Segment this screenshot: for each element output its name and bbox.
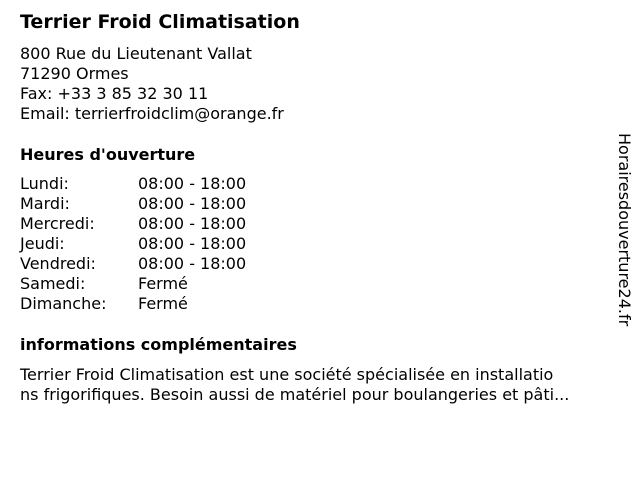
time-value: 08:00 - 18:00 [138, 194, 247, 213]
day-label: Vendredi: [20, 254, 96, 273]
additional-info-heading: informations complémentaires [20, 335, 297, 354]
day-label: Mardi: [20, 194, 70, 213]
description-line: ns frigorifiques. Besoin aussi de matériel pour boulangeries et pâti... [20, 385, 570, 404]
day-label: Samedi: [20, 274, 86, 293]
time-value: Fermé [138, 274, 188, 293]
email-address: Email: terrierfroidclim@orange.fr [20, 104, 284, 123]
description-line: Terrier Froid Climatisation est une société spécialisée en installatio [20, 365, 554, 384]
business-description [20, 365, 569, 405]
time-value: 08:00 - 18:00 [138, 214, 247, 233]
opening-hours-heading: Heures d'ouverture [20, 145, 196, 164]
hours-row-wednesday [20, 214, 320, 234]
contact-block [20, 44, 284, 124]
site-watermark: Horairesdouverture24.fr [615, 133, 634, 327]
time-value: Fermé [138, 294, 188, 313]
day-label: Mercredi: [20, 214, 95, 233]
day-label: Jeudi: [20, 234, 65, 253]
day-label: Dimanche: [20, 294, 107, 313]
business-name: Terrier Froid Climatisation [20, 11, 300, 33]
hours-row-thursday [20, 234, 320, 254]
hours-row-monday [20, 174, 320, 194]
time-value: 08:00 - 18:00 [138, 174, 247, 193]
address-street: 800 Rue du Lieutenant Vallat [20, 44, 252, 63]
day-label: Lundi: [20, 174, 69, 193]
address-city: 71290 Ormes [20, 64, 129, 83]
time-value: 08:00 - 18:00 [138, 234, 247, 253]
hours-row-tuesday [20, 194, 320, 214]
time-value: 08:00 - 18:00 [138, 254, 247, 273]
hours-row-sunday [20, 294, 320, 314]
hours-row-friday [20, 254, 320, 274]
hours-row-saturday [20, 274, 320, 294]
fax-number: Fax: +33 3 85 32 30 11 [20, 84, 209, 103]
opening-hours-list [20, 174, 320, 314]
